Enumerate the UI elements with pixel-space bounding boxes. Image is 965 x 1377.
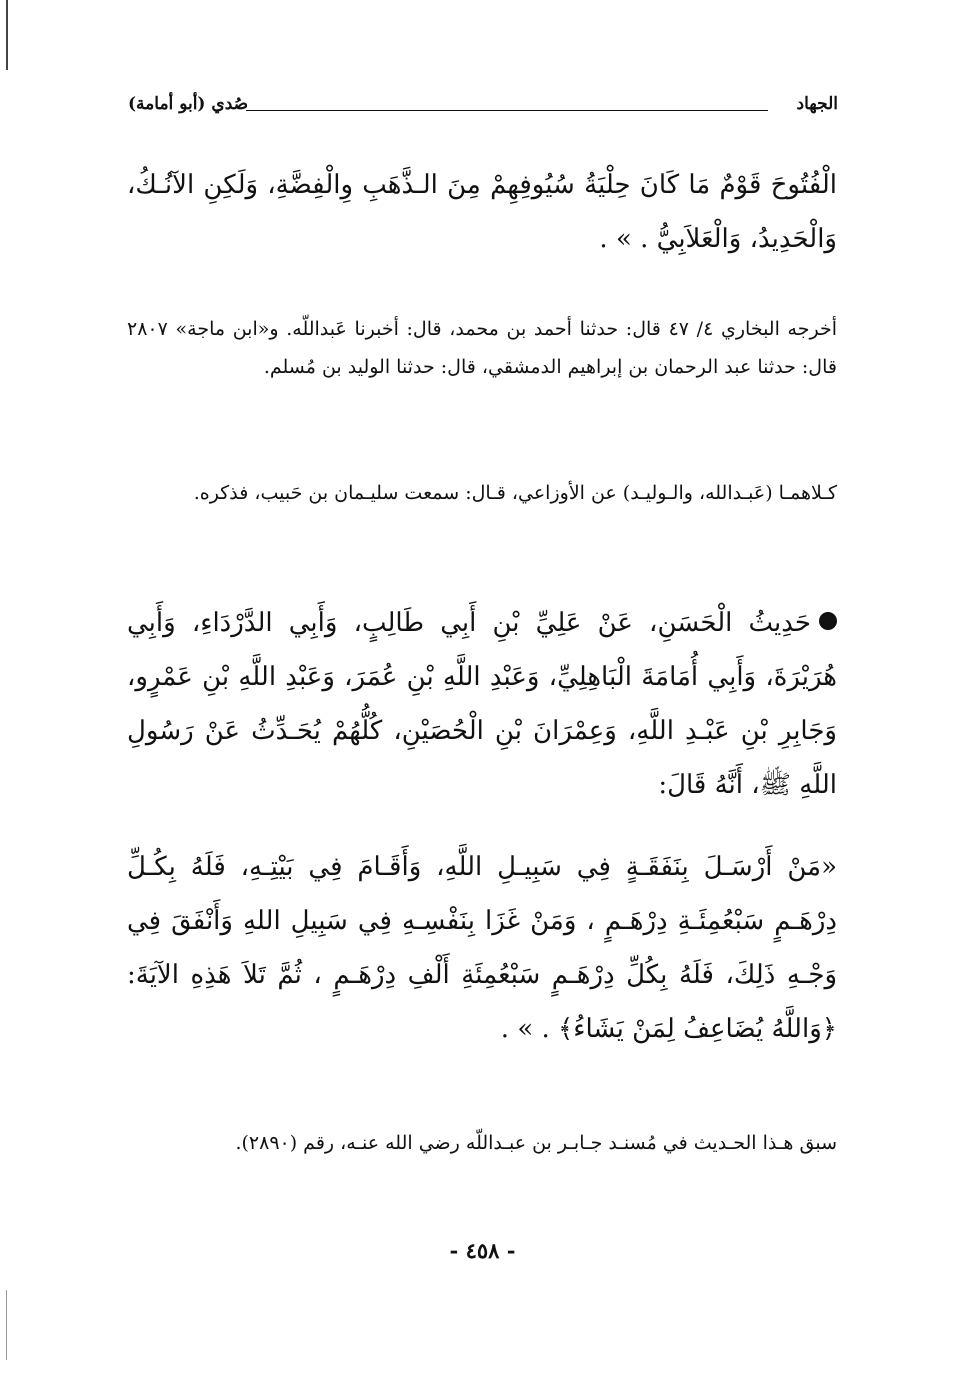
narrator-title: صُدي (أبو أمامة) [128,94,249,114]
takhrij-note: أخرجه البخاري ٤/ ٤٧ قال: حدثنا أحمد بن محمد، قال: أخبرنا عَبداللّه. و«ابن ماجة» ٢٨٠٧ قال: حدثنا عبد الرحمان بن إبراهيم الدمشقي، قال: حدثنا الوليد بن مُسلم. [127,318,837,378]
chapter-title: الجهاد [796,94,838,114]
isnad-note: كـلاهمـا (عَبـدالله، والـوليـد) عن الأوزاعي، قـال: سمعت سليـمان بن حَبيب، فذكره. [193,482,837,504]
header-rule [246,110,768,111]
hadith-matn: «مَنْ أَرْسَـلَ بِنَفَقَـةٍ فِي سَبِيـلِ اللَّهِ، وَأَقَـامَ فِي بَيْتِـهِ، فَلَهُ بِكُـلِّ دِرْهَـمٍ سَبْعُمِئَـةِ دِرْهَـمٍ ، وَمَنْ غَزَا بِنَفْسِـهِ فِي سَبِيلِ اللهِ وَأَنْفَقَ فِي وَجْـهِ ذَلِكَ، فَلَهُ بِكُلِّ دِرْهَـمٍ سَبْعُمِئَةِ أَلْفِ دِرْهَـمٍ ، ثُمَّ تَلاَ هَذِهِ الآيَةَ: ﴿وَاللَّهُ يُضَاعِفُ لِمَنْ يَشَاءُ﴾ . » . [127,852,837,1044]
bullet-icon [819,612,837,630]
hadith-text-continuation: الْفُتُوحَ قَوْمٌ مَا كَانَ حِلْيَةُ سُيُوفِهِمْ مِنَ الـذَّهَبِ وِالْفِضَّةِ، وَلَكِنِ الآنُـكُ، وَالْحَدِيدُ، وَالْعَلاَبِيُّ . » . [127,170,837,254]
hadith-heading-text: حَدِيثُ الْحَسَنِ، عَنْ عَلِيِّ بْنِ أَبِي طَالِبٍ، وَأَبِي الدَّرْدَاءِ، وَأَبِي هُرَيْرَةَ، وَأَبِي أُمَامَةَ الْبَاهِلِيِّ، وَعَبْدِ اللَّهِ بْنِ عُمَرَ، وَعَبْدِ اللَّهِ بْنِ عَمْرٍو، وَجَابِرِ بْنِ عَبْـدِ اللَّهِ، وَعِمْرَانَ بْنِ الْحُصَيْنِ، كُلُّهُمْ يُحَـدِّثُ عَنْ رَسُولِ اللَّهِ ﷺ، أَنَّهُ قَالَ: [127,608,837,800]
scan-edge-mark [6,0,8,70]
cross-reference-note: سبق هـذا الحـديث في مُسنـد جـابـر بن عبـداللّه رضي الله عنـه، رقم (٢٨٩٠). [235,1132,837,1154]
scan-edge-mark-lower [6,1290,7,1360]
hadith-heading-paragraph [127,596,837,812]
page-number: - ٤٥٨ - [449,1238,516,1263]
running-header [128,92,838,122]
